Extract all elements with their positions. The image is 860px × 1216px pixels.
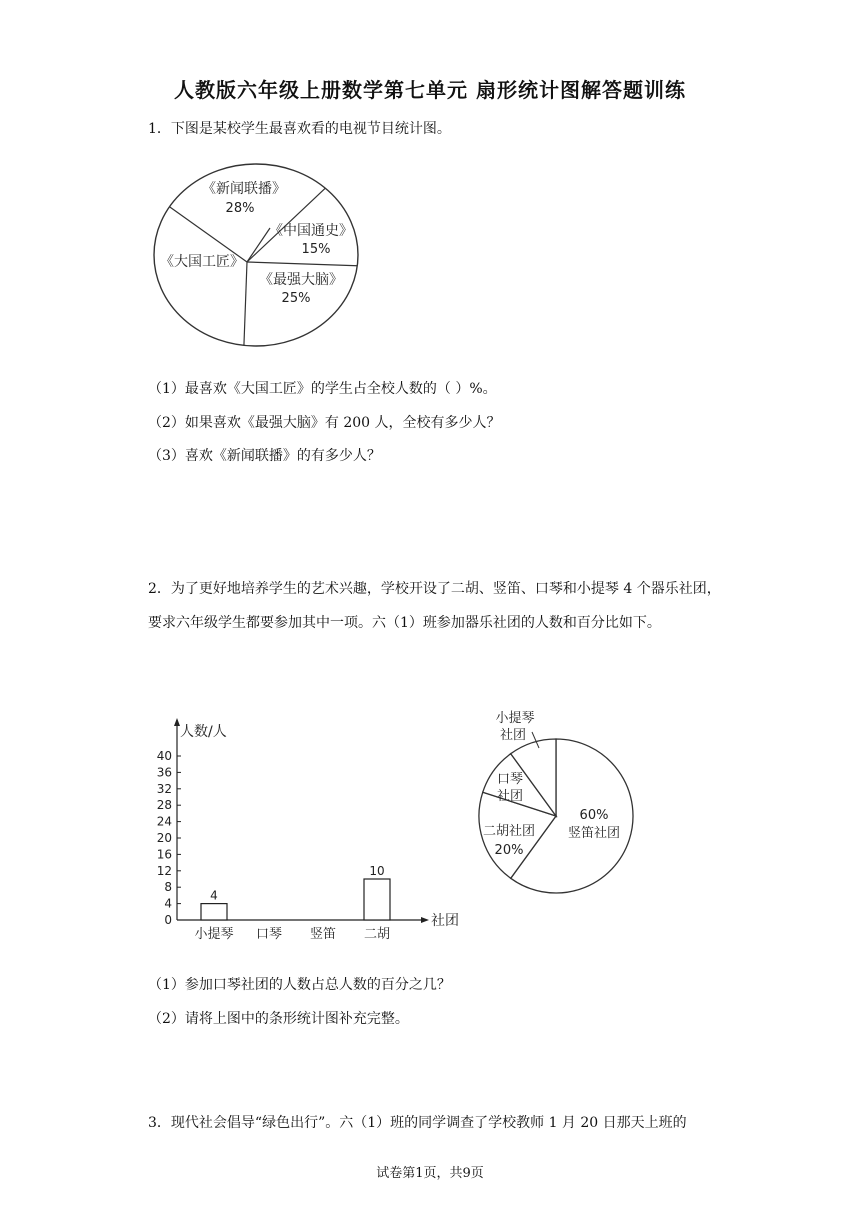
q2-bar-ytick-label: 12: [156, 863, 172, 878]
q2-bar-0: [201, 904, 227, 920]
q1-slice-label-zuiqiang: 《最强大脑》: [259, 272, 343, 288]
q1-slice-value-xinwen: 28%: [225, 201, 255, 216]
page-footer: 试卷第1页，共9页: [376, 1166, 484, 1181]
q1-sub2: （2）如果喜欢《最强大脑》有 200 人，全校有多少人？: [148, 415, 501, 431]
q2-bar-y-arrow: [174, 718, 180, 726]
q2-bar-ylabel: 人数/人: [180, 724, 227, 740]
q1-slice-label-tongshi: 《中国通史》: [269, 223, 353, 239]
q2-bar-data-label: 10: [369, 864, 385, 878]
q1-slice-boundary-4: [244, 262, 247, 345]
q2-bar-ytick-label: 0: [164, 913, 172, 927]
document-title: 人教版六年级上册数学第七单元 扇形统计图解答题训练: [174, 78, 686, 102]
q2-bar-x-arrow: [421, 917, 429, 923]
q2-bar-ytick-label: 24: [156, 814, 172, 829]
q1-slice-value-tongshi: 15%: [301, 242, 331, 257]
q2-sub2: （2）请将上图中的条形统计图补充完整。: [148, 1011, 409, 1027]
q2-bar-category-label: 竖笛: [309, 927, 337, 942]
q1-pie-chart: [150, 160, 370, 350]
q1-slice-value-zuiqiang: 25%: [281, 291, 311, 306]
q2-slice-label-kouqin-line1: 口琴: [496, 772, 524, 787]
q2-slice-label-shudi-line1: 60%: [579, 808, 609, 823]
q2-bar-data-label: 4: [210, 888, 218, 903]
q2-slice-label-xiaotiqin-line2: 社团: [499, 728, 527, 743]
q1-stem: 1．下图是某校学生最喜欢看的电视节目统计图。: [148, 121, 451, 137]
q2-slice-label-shudi-line2: 竖笛社团: [567, 826, 621, 841]
q1-slice-label-daguo: 《大国工匠》: [160, 254, 244, 270]
q1-slice-boundary-3: [247, 262, 357, 266]
q2-slice-label-erhu-line1: 二胡社团: [482, 824, 536, 839]
q3-stem: 3．现代社会倡导“绿色出行”。六（1）班的同学调查了学校教师 1 月 20 日那天上班的: [148, 1115, 687, 1131]
q1-slice-label-xinwen: 《新闻联播》: [202, 181, 286, 197]
q2-bar-ytick-label: 4: [164, 896, 172, 911]
q2-bar-ytick-label: 8: [164, 880, 172, 895]
q2-bar-ytick-label: 32: [156, 781, 172, 796]
q2-bar-category-label: 口琴: [255, 927, 283, 942]
q2-slice-label-xiaotiqin-line1: 小提琴: [495, 711, 535, 726]
q2-bar-category-label: 二胡: [363, 927, 391, 942]
q2-bar-category-label: 小提琴: [194, 927, 234, 942]
q2-bar-ytick-label: 40: [156, 749, 172, 763]
q2-bar-xlabel: 社团: [431, 913, 459, 929]
q2-bar-ytick-label: 36: [156, 765, 172, 780]
q2-bar-ytick-label: 28: [156, 798, 172, 813]
q2-slice-label-kouqin-line2: 社团: [496, 789, 524, 804]
q1-slice-boundary-extra: [247, 228, 270, 262]
q2-slice-label-erhu-line2: 20%: [494, 843, 524, 858]
q2-bar-chart: [150, 715, 459, 945]
q2-bar-ytick-label: 20: [156, 831, 172, 845]
q2-stem: 2．为了更好地培养学生的艺术兴趣，学校开设了二胡、竖笛、口琴和小提琴 4 个器乐社团，要求六年级学生都要参加其中一项。六（1）班参加器乐社团的人数和百分比如下。: [148, 581, 721, 631]
q2-bar-ytick-label: 16: [156, 847, 172, 862]
q1-sub3: （3）喜欢《新闻联播》的有多少人？: [148, 448, 381, 464]
q2-sub1: （1）参加口琴社团的人数占总人数的百分之几？: [148, 977, 451, 993]
q1-sub1: （1）最喜欢《大国工匠》的学生占全校人数的（ ）%。: [148, 381, 497, 397]
q2-pie-chart: [470, 700, 670, 900]
q2-bar-3: [364, 879, 390, 920]
